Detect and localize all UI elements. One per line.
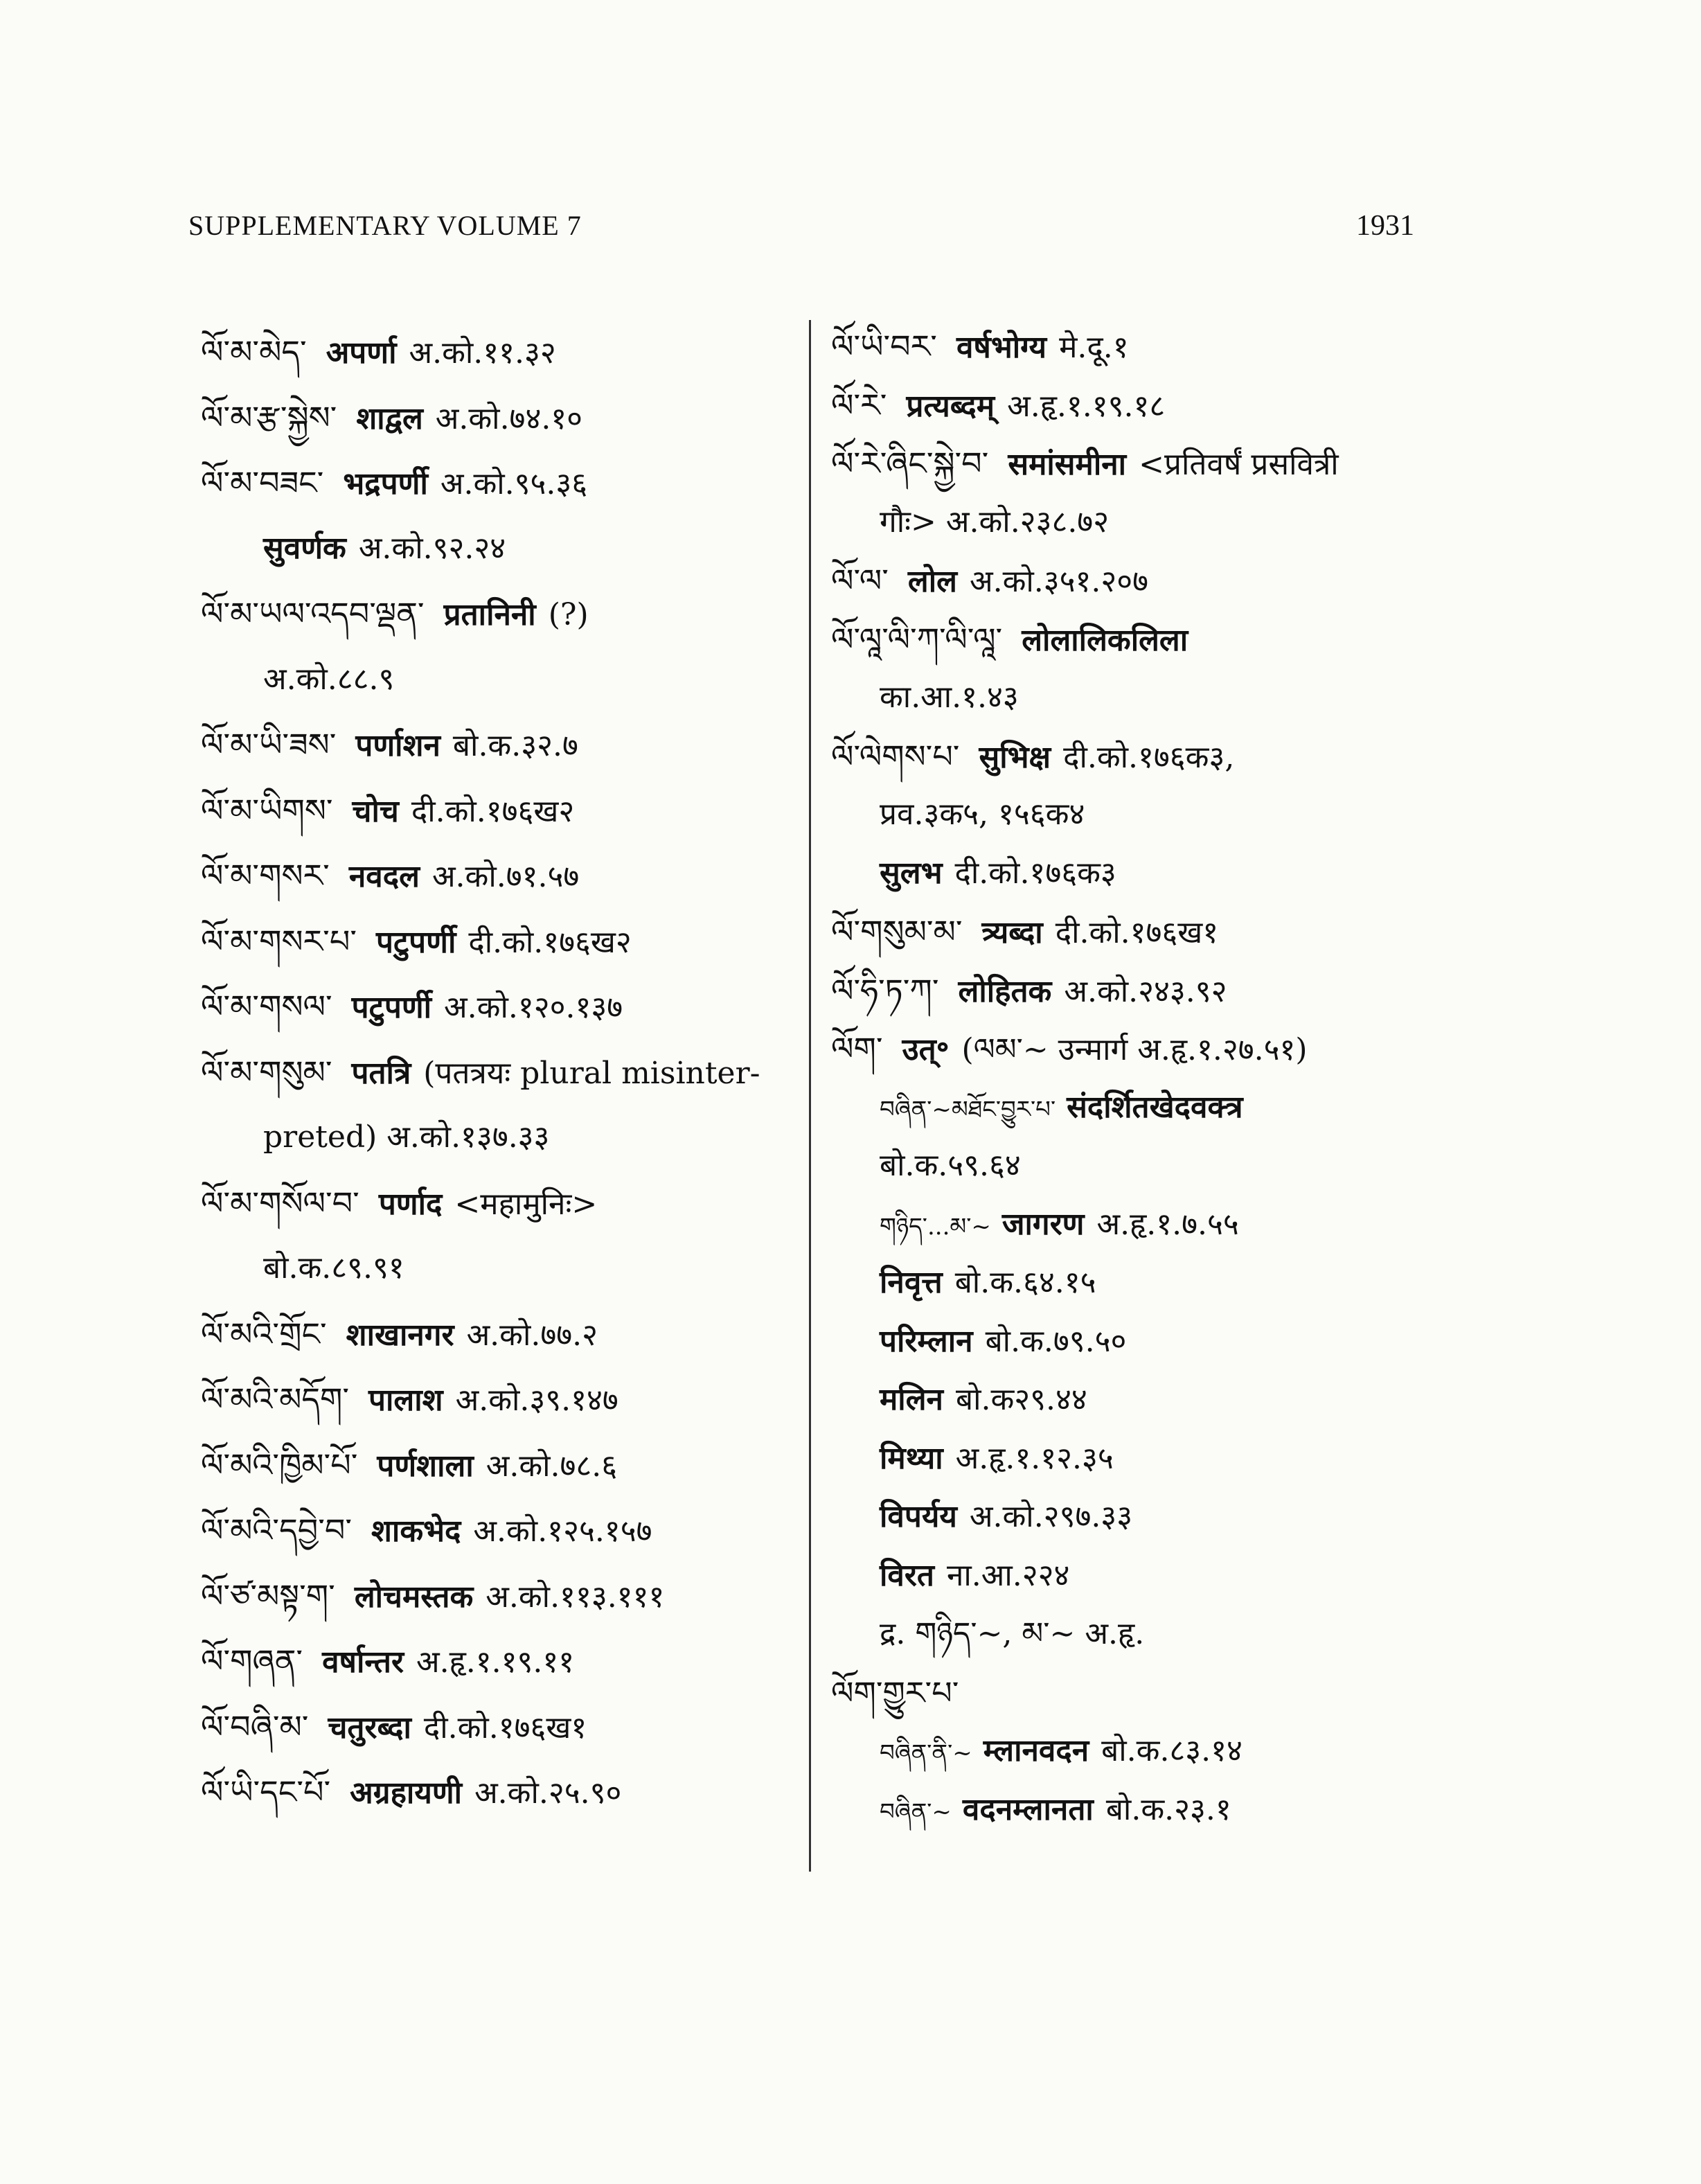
sanskrit-headword: उत्॰ — [902, 1032, 950, 1067]
source-reference: बो.क.५९.६४ — [880, 1148, 1021, 1183]
source-reference: (पतत्रयः plural misinter- — [423, 1055, 760, 1091]
tibetan-term: ལོ་མ་གསར་པ་ — [201, 922, 357, 960]
sanskrit-headword: नवदल — [348, 859, 420, 894]
tibetan-term: ལོ་མ་གསོལ་བ་ — [201, 1184, 359, 1222]
tibetan-term: ལོ་ཡི་བར་ — [831, 328, 937, 365]
dictionary-entry — [880, 1555, 1069, 1597]
source-reference: बो.क.२३.१ — [1105, 1791, 1231, 1827]
sanskrit-headword: पटुपर्णी — [376, 924, 456, 960]
tibetan-term: ལོ་མའི་གྲོང་ — [201, 1315, 327, 1353]
tibetan-term: ལོ་ལཱ་ལི་ཀ་ལི་ལཱ་ — [831, 620, 1003, 658]
source-reference: अ.को.९५.३६ — [440, 466, 588, 501]
sanskrit-headword: समांसमीना — [1008, 447, 1127, 482]
dictionary-entry — [831, 560, 1148, 603]
dictionary-entry — [201, 1444, 617, 1487]
source-reference: दी.को.१७६ख१ — [1055, 915, 1219, 950]
sanskrit-headword: प्रत्यब्दम् — [906, 388, 995, 424]
dictionary-entry — [831, 1672, 978, 1715]
dictionary-entry — [201, 1182, 597, 1225]
dictionary-entry — [880, 1321, 1126, 1362]
tibetan-term: ལོ་མ་རྩ་སྐྱེས་ — [201, 398, 337, 436]
dictionary-entry — [201, 724, 578, 767]
sanskrit-headword: अग्रहायणी — [350, 1775, 463, 1811]
sanskrit-headword: सुभिक्ष — [979, 739, 1051, 775]
sanskrit-headword: पटुपर्णी — [351, 990, 432, 1025]
dictionary-entry — [880, 1262, 1096, 1304]
source-reference: ना.आ.२२४ — [946, 1557, 1070, 1593]
source-reference: अ.को.२५.९० — [474, 1775, 622, 1811]
sanskrit-headword: लोलालिकलिला — [1022, 622, 1188, 658]
dictionary-entry — [831, 326, 1129, 369]
source-reference: अ.को.१२५.१५७ — [473, 1513, 652, 1549]
tibetan-term: ལོ་ཧི་ཏ་ཀ་ — [831, 971, 939, 1009]
tibetan-term: ལོ་མའི་དབྱེ་བ་ — [201, 1511, 352, 1549]
tibetan-term: ལོ་བཞི་མ་ — [201, 1707, 309, 1746]
dictionary-entry — [880, 1730, 1243, 1774]
sanskrit-headword: पालाश — [368, 1383, 443, 1418]
source-reference: बो.क.३२.७ — [452, 728, 578, 763]
dictionary-entry — [880, 794, 1085, 835]
sanskrit-headword: परिम्लान — [880, 1323, 973, 1359]
sanskrit-headword: भद्रपर्णी — [343, 466, 428, 501]
source-reference: <प्रतिवर्षं प्रसवित्री — [1139, 447, 1339, 482]
source-reference: दी.को.१७६क३, — [1063, 739, 1235, 775]
dictionary-entry — [880, 1438, 1114, 1480]
source-reference: (?) — [548, 597, 589, 632]
dictionary-entry — [831, 384, 1165, 427]
dictionary-entry — [201, 462, 587, 505]
tibetan-term: ལོ་གསུམ་མ་ — [831, 913, 963, 950]
tibetan-term: ལོ་ལེགས་པ་ — [831, 737, 960, 775]
tibetan-term: ལོག་ — [831, 1030, 883, 1067]
dictionary-entry — [880, 501, 1109, 543]
source-reference: <महामुनिः> — [454, 1186, 598, 1222]
tibetan-term: ལོ་མ་གསར་ — [201, 857, 330, 894]
dictionary-entry — [201, 855, 579, 898]
dictionary-entry — [880, 1613, 1144, 1655]
sanskrit-headword: विरत — [880, 1557, 934, 1593]
sanskrit-headword: चोच — [352, 793, 399, 829]
source-reference: अ.को.७४.१० — [435, 400, 583, 436]
tibetan-term: ལོ་མ་ཡིགས་ — [201, 791, 333, 829]
tibetan-term: ལོ་མ་ཡལ་འདབ་ལྡན་ — [201, 595, 425, 632]
dictionary-entry — [880, 1379, 1087, 1421]
dictionary-entry — [880, 677, 1019, 718]
sanskrit-headword: मिथ्या — [880, 1440, 943, 1476]
source-reference: अ.को.२४३.९२ — [1064, 973, 1227, 1009]
dictionary-entry — [880, 1145, 1021, 1187]
tibetan-phrase: བཞིན་ནི་~ — [880, 1739, 972, 1767]
source-reference: बो.क.७९.५० — [985, 1323, 1127, 1359]
running-header: SUPPLEMENTARY VOLUME 7 — [188, 210, 582, 241]
source-reference: अ.को.३५१.२०७ — [969, 564, 1149, 599]
source-reference: अ.को.९२.२४ — [358, 530, 506, 566]
dictionary-entry — [201, 1313, 598, 1356]
source-reference: अ.को.७१.५७ — [431, 859, 580, 894]
dictionary-entry — [831, 443, 1339, 486]
sanskrit-headword: पर्णशाला — [377, 1448, 474, 1484]
sanskrit-headword: प्रतानिनी — [443, 597, 536, 632]
source-reference: (ལམ་~ उन्मार्ग अ.हृ.१.२७.५१) — [961, 1032, 1308, 1067]
sanskrit-headword: सुलभ — [880, 855, 943, 891]
tibetan-term: ལོ་ཙ་མསྟ་ག་ — [201, 1577, 335, 1615]
tibetan-term: ལོ་མ་གསུམ་ — [201, 1053, 332, 1091]
dictionary-entry — [201, 1575, 664, 1618]
dictionary-entry — [831, 619, 1200, 662]
tibetan-term: ལོ་མ་ཡི་ཟས་ — [201, 726, 337, 763]
dictionary-entry — [201, 1771, 621, 1814]
dictionary-entry — [201, 593, 589, 636]
dictionary-entry — [201, 1706, 587, 1749]
tibetan-term: ལོ་མའི་མདོག་ — [201, 1380, 350, 1418]
dictionary-entry — [880, 1496, 1132, 1538]
tibetan-phrase: བཞིན་~ — [880, 1797, 952, 1826]
tibetan-phrase: བཞིན་~མཐོང་བྱུར་པ་ — [880, 1095, 1056, 1124]
dictionary-entry — [201, 1378, 618, 1421]
sanskrit-headword: पर्णाद — [378, 1186, 443, 1222]
sanskrit-headword: चतुरब्दा — [328, 1710, 411, 1746]
dictionary-entry — [201, 921, 632, 964]
dictionary-entry — [263, 1248, 404, 1289]
dictionary-entry — [880, 1204, 1239, 1248]
source-reference: अ.को.११.३२ — [409, 335, 556, 371]
sanskrit-headword: वदनम्लानता — [962, 1791, 1094, 1827]
source-reference: अ.को.३९.१४७ — [455, 1383, 618, 1418]
dictionary-entry — [201, 1509, 652, 1552]
dictionary-entry — [201, 1640, 574, 1683]
dictionary-entry — [263, 528, 506, 569]
dictionary-entry — [880, 1789, 1231, 1833]
sanskrit-headword: पर्णाशन — [355, 728, 440, 763]
source-reference: बो.क.६४.१५ — [954, 1265, 1096, 1300]
sanskrit-headword: लोहितक — [958, 973, 1052, 1009]
source-reference: अ.हृ.१.१२.३५ — [955, 1440, 1114, 1476]
source-reference: बो.क२९.४४ — [955, 1382, 1087, 1417]
tibetan-term: ལོ་མ་མེད་ — [201, 333, 307, 371]
dictionary-entry — [263, 1117, 549, 1158]
source-reference: बो.क.८९.९१ — [263, 1250, 404, 1286]
sanskrit-headword: लोल — [907, 564, 957, 599]
sanskrit-headword: अपर्णा — [326, 335, 397, 371]
sanskrit-headword: विपर्यय — [880, 1499, 957, 1534]
sanskrit-headword: त्र्यब्दा — [981, 915, 1043, 950]
source-reference: दी.को.१७६ख१ — [423, 1710, 587, 1746]
source-reference: दी.को.१७६क३ — [954, 855, 1116, 891]
source-reference: द्र. གཉིད་~, མ་~ अ.हृ. — [880, 1616, 1145, 1651]
dictionary-entry — [880, 853, 1116, 894]
source-reference: अ.को.२९७.३३ — [969, 1499, 1133, 1534]
source-reference: दी.को.१७६ख२ — [411, 793, 575, 829]
source-reference: प्रव.३क५, १५६क४ — [880, 797, 1085, 832]
sanskrit-headword: वर्षान्तर — [322, 1644, 404, 1680]
sanskrit-headword: शाद्वल — [356, 400, 423, 436]
sanskrit-headword: मलिन — [880, 1382, 943, 1417]
tibetan-term: ལོ་མའི་ཁྱིམ་པོ་ — [201, 1446, 358, 1484]
dictionary-entry — [201, 986, 623, 1029]
sanskrit-headword: जागरण — [1001, 1206, 1085, 1242]
sanskrit-headword: पतत्रि — [351, 1055, 411, 1091]
tibetan-term: ལོ་མ་གསལ་ — [201, 988, 332, 1025]
tibetan-term: ལོ་རེ་ཞིང་སྐྱེ་བ་ — [831, 445, 989, 482]
page-number: 1931 — [1356, 210, 1414, 242]
sanskrit-headword: म्लानवदन — [983, 1733, 1089, 1768]
source-reference: मे.दू.१ — [1059, 330, 1129, 365]
dictionary-entry — [263, 659, 394, 700]
dictionary-entry — [831, 970, 1227, 1013]
sanskrit-headword: सुवर्णक — [263, 530, 346, 566]
sanskrit-headword: लोचमस्तक — [354, 1579, 474, 1615]
source-reference: अ.को.८८.९ — [263, 661, 395, 697]
source-reference: अ.को.७८.६ — [486, 1448, 618, 1484]
tibetan-phrase: གཉིད་...མ་~ — [880, 1212, 991, 1241]
tibetan-term: ལོ་གཞན་ — [201, 1642, 303, 1680]
tibetan-term: ལོག་གྱུར་པ་ — [831, 1673, 959, 1712]
dictionary-entry — [831, 1028, 1308, 1071]
dictionary-entry — [831, 736, 1234, 779]
sanskrit-headword: वर्षभोग्य — [956, 330, 1047, 365]
tibetan-term: ལོ་ལ་ — [831, 562, 889, 599]
sanskrit-headword: संदर्शितखेदवक्त्र — [1067, 1089, 1243, 1125]
source-reference: preted) अ.को.१३७.३३ — [263, 1119, 550, 1155]
dictionary-entry — [880, 1087, 1256, 1130]
tibetan-term: ལོ་རེ་ — [831, 386, 887, 424]
dictionary-entry — [831, 911, 1218, 954]
tibetan-term: ལོ་ཡི་དང་པོ་ — [201, 1773, 331, 1811]
sanskrit-headword: निवृत्त — [880, 1265, 943, 1300]
source-reference: अ.हृ.१.१९.१८ — [1007, 388, 1166, 424]
source-reference: बो.क.८३.१४ — [1101, 1733, 1243, 1768]
dictionary-entry — [201, 397, 582, 440]
dictionary-entry — [201, 1051, 760, 1094]
column-divider — [809, 320, 811, 1872]
source-reference: अ.को.१२०.१३७ — [444, 990, 623, 1025]
sanskrit-headword: शाखानगर — [346, 1317, 454, 1353]
sanskrit-headword: शाकभेद — [371, 1513, 461, 1549]
source-reference: गौः> अ.को.२३८.७२ — [880, 504, 1110, 540]
source-reference: अ.को.११३.१११ — [486, 1579, 665, 1615]
source-reference: अ.हृ.१.७.५५ — [1096, 1206, 1239, 1242]
source-reference: का.आ.१.४३ — [880, 680, 1019, 715]
source-reference: अ.हृ.१.१९.११ — [416, 1644, 575, 1680]
dictionary-entry — [201, 790, 574, 833]
dictionary-entry — [201, 331, 556, 374]
source-reference: दी.को.१७६ख२ — [468, 924, 632, 960]
source-reference: अ.को.७७.२ — [466, 1317, 598, 1353]
tibetan-term: ལོ་མ་བཟང་ — [201, 464, 324, 501]
